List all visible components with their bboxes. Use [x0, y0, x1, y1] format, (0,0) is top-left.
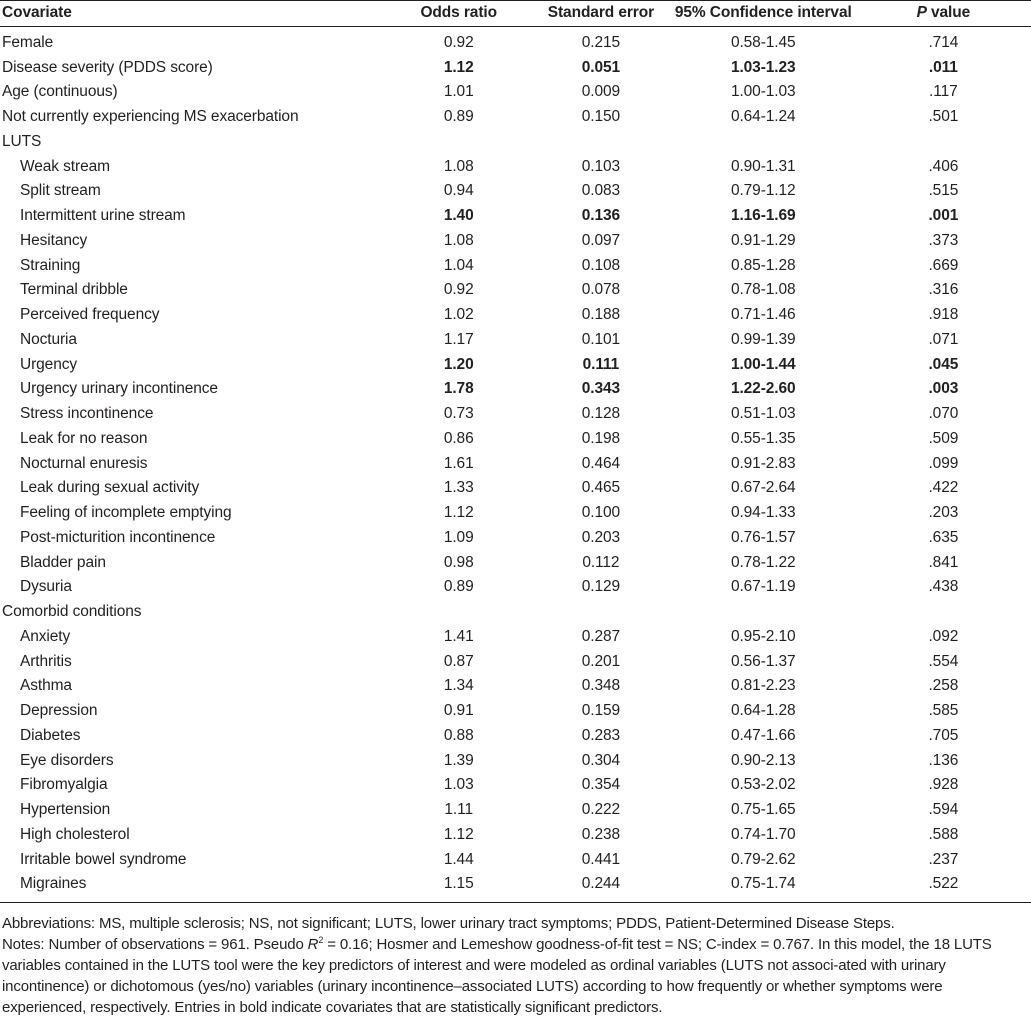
cell-p-value: .669 [928, 256, 959, 274]
cell-odds-ratio: 1.08 [443, 157, 474, 175]
cell-odds-ratio: 0.94 [443, 182, 474, 200]
cell-confidence-interval: 0.71-1.46 [730, 306, 796, 323]
cell-covariate: Female [2, 33, 54, 51]
cell-standard-error: 0.287 [581, 627, 621, 645]
cell-standard-error: 0.111 [582, 355, 620, 373]
cell-standard-error: 0.150 [581, 108, 621, 125]
cell-odds-ratio: 0.92 [443, 33, 474, 51]
cell-confidence-interval: 0.64-1.24 [730, 108, 796, 125]
cell-standard-error: 0.108 [581, 256, 621, 274]
cell-p-value: .237 [928, 850, 959, 868]
cell-confidence-interval: 0.78-1.08 [730, 281, 796, 299]
cell-p-value: .422 [928, 479, 959, 497]
table-row [0, 155, 1031, 180]
cell-p-value: .406 [928, 157, 959, 175]
cell-odds-ratio: 1.20 [443, 355, 474, 373]
cell-covariate: Weak stream [20, 157, 110, 175]
cell-odds-ratio: 1.01 [443, 83, 474, 101]
model-notes [2, 934, 1028, 1018]
cell-confidence-interval: 0.94-1.33 [730, 504, 796, 521]
cell-confidence-interval: 0.53-2.02 [730, 776, 796, 794]
cell-standard-error: 0.198 [581, 429, 621, 447]
cell-standard-error: 0.097 [581, 231, 621, 249]
notes-r-symbol: R [307, 936, 319, 953]
cell-confidence-interval: 0.74-1.70 [730, 825, 796, 843]
cell-confidence-interval: 0.85-1.28 [730, 256, 796, 274]
cell-p-value: .705 [928, 726, 959, 744]
cell-confidence-interval: 0.79-2.62 [730, 850, 796, 868]
cell-covariate: Post-micturition incontinence [20, 528, 216, 546]
cell-covariate: Not currently experiencing MS exacerbation [2, 108, 299, 125]
cell-confidence-interval: 0.90-2.13 [730, 751, 796, 769]
cell-odds-ratio: 1.03 [443, 776, 474, 794]
cell-standard-error: 0.354 [581, 776, 621, 794]
cell-confidence-interval: 0.56-1.37 [730, 652, 796, 670]
table-row [0, 353, 1031, 378]
cell-odds-ratio: 0.73 [443, 405, 474, 422]
cell-confidence-interval: 0.90-1.31 [730, 157, 796, 175]
cell-covariate: Diabetes [20, 726, 81, 744]
cell-p-value: .117 [929, 83, 958, 101]
cell-odds-ratio: 1.40 [443, 207, 474, 224]
table-row [0, 501, 1031, 526]
cell-p-value: .438 [928, 578, 959, 596]
cell-p-value: .714 [928, 33, 959, 51]
cell-confidence-interval: 0.81-2.23 [730, 677, 796, 695]
cell-odds-ratio: 0.89 [443, 108, 474, 125]
table-row [0, 798, 1031, 823]
notes-text-a: Notes: Number of observations = 961. Pseudo [2, 936, 308, 953]
header-odds-ratio: Odds ratio [420, 4, 497, 21]
cell-standard-error: 0.009 [581, 83, 621, 101]
cell-covariate: Bladder pain [20, 553, 106, 571]
cell-confidence-interval: 0.64-1.28 [730, 702, 796, 719]
cell-confidence-interval: 1.00-1.44 [730, 355, 796, 373]
cell-confidence-interval [671, 130, 856, 155]
table-row [0, 872, 1031, 902]
table-row [0, 427, 1031, 452]
cell-odds-ratio: 1.33 [443, 479, 474, 497]
cell-standard-error: 0.078 [581, 281, 621, 299]
cell-confidence-interval: 0.75-1.74 [730, 875, 796, 893]
table-row [0, 402, 1031, 427]
cell-odds-ratio: 1.04 [443, 256, 474, 274]
header-p-symbol: P [916, 4, 927, 21]
table-row [0, 674, 1031, 699]
cell-p-value: .071 [928, 330, 959, 348]
cell-odds-ratio: 1.12 [443, 58, 474, 76]
cell-confidence-interval: 0.58-1.45 [730, 33, 796, 51]
cell-p-value: .841 [928, 553, 959, 571]
cell-p-value: .635 [928, 528, 959, 546]
table-body [0, 26, 1031, 902]
cell-standard-error [531, 130, 671, 155]
table-row [0, 26, 1031, 55]
cell-covariate: Leak during sexual activity [20, 479, 200, 497]
cell-standard-error: 0.222 [581, 801, 621, 818]
cell-odds-ratio: 0.88 [443, 726, 474, 744]
cell-covariate: Nocturia [20, 330, 77, 348]
table-row [0, 848, 1031, 873]
cell-covariate: Asthma [20, 677, 72, 695]
cell-odds-ratio: 1.12 [443, 825, 474, 843]
cell-covariate: Feeling of incomplete emptying [20, 504, 232, 521]
table-row [0, 650, 1031, 675]
cell-p-value: .203 [928, 504, 959, 521]
cell-covariate: Comorbid conditions [2, 603, 142, 620]
header-confidence-interval: 95% Confidence interval [674, 4, 852, 21]
table-row [0, 303, 1031, 328]
cell-standard-error: 0.051 [581, 58, 621, 76]
cell-p-value: .515 [928, 182, 959, 200]
cell-p-value: .045 [928, 355, 959, 373]
cell-covariate: Disease severity (PDDS score) [2, 58, 213, 76]
table-footnotes [2, 913, 1028, 1018]
cell-covariate: Dysuria [20, 578, 72, 596]
cell-standard-error: 0.083 [581, 182, 621, 200]
cell-p-value: .136 [928, 751, 959, 769]
cell-p-value: .501 [928, 108, 959, 125]
cell-p-value: .003 [928, 380, 959, 398]
cell-covariate: Straining [20, 256, 81, 274]
cell-standard-error: 0.441 [581, 850, 621, 868]
table-row [0, 749, 1031, 774]
cell-covariate: Irritable bowel syndrome [20, 850, 187, 868]
table-row [0, 575, 1031, 600]
cell-p-value [856, 600, 1031, 625]
table-row [0, 130, 1031, 155]
cell-odds-ratio: 1.78 [443, 380, 474, 398]
cell-standard-error: 0.100 [581, 504, 621, 521]
cell-covariate: Perceived frequency [20, 306, 160, 323]
cell-covariate: Fibromyalgia [20, 776, 108, 794]
table-row [0, 80, 1031, 105]
cell-p-value: .522 [928, 875, 959, 893]
table-row [0, 278, 1031, 303]
cell-covariate: Intermittent urine stream [20, 207, 186, 224]
header-covariate: Covariate [2, 4, 72, 21]
cell-odds-ratio [386, 600, 531, 625]
cell-confidence-interval: 0.51-1.03 [730, 405, 796, 422]
cell-odds-ratio: 1.39 [443, 751, 474, 769]
cell-odds-ratio: 0.91 [443, 702, 474, 719]
table-row [0, 377, 1031, 402]
cell-standard-error: 0.103 [581, 157, 621, 175]
cell-covariate: Hesitancy [20, 231, 88, 249]
cell-standard-error: 0.203 [581, 528, 621, 546]
table-row [0, 328, 1031, 353]
cell-covariate: Hypertension [20, 801, 111, 818]
table-row [0, 724, 1031, 749]
cell-standard-error: 0.101 [581, 330, 621, 348]
cell-standard-error: 0.129 [581, 578, 621, 596]
cell-confidence-interval: 0.79-1.12 [730, 182, 796, 200]
cell-odds-ratio: 1.44 [443, 850, 474, 868]
table-row [0, 823, 1031, 848]
cell-covariate: Urgency urinary incontinence [20, 380, 218, 398]
notes-text-b: = 0.16; Hosmer and Lemeshow goodness-of-fit test = NS; C-index = 0.767. In this model, the 18 LUTS variables contained in the LUTS tool were the key predictors of interest and were modeled as ordinal variables (LUTS not associ-ated with urinary incontinence) or dichotomous (yes/no) variables (urinary incontinence–associated LUTS) according to how frequently or whether symptoms were experienced, respectively. Entries in bold indicate covariates that are statistically significant predictors. [2, 936, 992, 1016]
cell-odds-ratio: 0.98 [443, 553, 474, 571]
cell-p-value: .099 [928, 454, 959, 472]
cell-confidence-interval: 0.75-1.65 [730, 801, 796, 818]
cell-covariate: High cholesterol [20, 825, 130, 843]
cell-confidence-interval: 1.03-1.23 [730, 58, 796, 76]
cell-covariate: Leak for no reason [20, 429, 148, 447]
cell-odds-ratio: 1.17 [443, 330, 474, 348]
cell-confidence-interval: 0.95-2.10 [730, 627, 796, 645]
cell-odds-ratio: 0.89 [443, 578, 474, 596]
cell-odds-ratio: 0.92 [443, 281, 474, 299]
cell-confidence-interval: 1.22-2.60 [730, 380, 796, 398]
cell-confidence-interval: 0.99-1.39 [730, 330, 796, 348]
cell-covariate: Terminal dribble [20, 281, 128, 299]
table-row [0, 699, 1031, 724]
cell-standard-error: 0.238 [581, 825, 621, 843]
table-row [0, 229, 1031, 254]
cell-standard-error: 0.244 [581, 875, 621, 893]
cell-odds-ratio: 1.12 [443, 504, 474, 521]
table-row [0, 625, 1031, 650]
cell-confidence-interval: 0.91-1.29 [730, 231, 796, 249]
cell-odds-ratio [386, 130, 531, 155]
cell-standard-error: 0.304 [581, 751, 621, 769]
cell-standard-error: 0.348 [581, 677, 621, 695]
cell-confidence-interval: 0.47-1.66 [730, 726, 796, 744]
cell-covariate: Split stream [20, 182, 101, 200]
table-row [0, 56, 1031, 81]
cell-p-value: .316 [928, 281, 959, 299]
cell-standard-error: 0.112 [582, 553, 620, 571]
cell-confidence-interval [671, 600, 856, 625]
cell-p-value: .070 [928, 405, 959, 422]
table-row [0, 179, 1031, 204]
cell-confidence-interval: 0.67-1.19 [730, 578, 796, 596]
cell-odds-ratio: 1.08 [443, 231, 474, 249]
cell-odds-ratio: 1.09 [443, 528, 474, 546]
cell-p-value: .594 [928, 801, 959, 818]
cell-p-value: .928 [928, 776, 959, 794]
cell-odds-ratio: 1.15 [443, 875, 474, 893]
cell-odds-ratio: 1.61 [443, 454, 474, 472]
cell-covariate: Depression [20, 702, 98, 719]
cell-p-value: .011 [928, 58, 958, 76]
cell-odds-ratio: 1.02 [443, 306, 474, 323]
cell-standard-error: 0.188 [581, 306, 621, 323]
table-row [0, 452, 1031, 477]
table-row [0, 773, 1031, 798]
table-row [0, 204, 1031, 229]
cell-p-value: .373 [928, 231, 959, 249]
header-p-word: value [926, 4, 971, 21]
cell-odds-ratio: 1.34 [443, 677, 474, 695]
cell-odds-ratio: 0.87 [443, 652, 474, 670]
table-row [0, 105, 1031, 130]
table-row [0, 551, 1031, 576]
cell-covariate: Age (continuous) [2, 83, 118, 101]
cell-standard-error: 0.159 [581, 702, 621, 719]
cell-p-value: .001 [928, 207, 959, 224]
cell-standard-error: 0.136 [581, 207, 621, 224]
cell-covariate: Arthritis [20, 652, 72, 670]
table-row [0, 254, 1031, 279]
cell-covariate: Nocturnal enuresis [20, 454, 148, 472]
cell-standard-error: 0.464 [581, 454, 621, 472]
cell-p-value: .092 [928, 627, 959, 645]
cell-confidence-interval: 1.16-1.69 [730, 207, 796, 224]
cell-standard-error: 0.343 [581, 380, 621, 398]
cell-odds-ratio: 0.86 [443, 429, 474, 447]
cell-confidence-interval: 0.55-1.35 [730, 429, 796, 447]
table-row [0, 476, 1031, 501]
cell-covariate: Eye disorders [20, 751, 114, 769]
cell-p-value: .509 [928, 429, 959, 447]
cell-standard-error: 0.283 [581, 726, 621, 744]
cell-standard-error: 0.215 [581, 33, 621, 51]
cell-covariate: Stress incontinence [20, 405, 154, 422]
cell-covariate: LUTS [2, 132, 42, 150]
cell-confidence-interval: 0.76-1.57 [730, 528, 796, 546]
header-standard-error: Standard error [547, 4, 655, 21]
cell-odds-ratio: 1.41 [443, 627, 474, 645]
cell-p-value: .585 [928, 702, 959, 719]
notes-superscript: 2 [318, 935, 324, 945]
cell-confidence-interval: 1.00-1.03 [730, 83, 796, 101]
cell-standard-error [531, 600, 671, 625]
cell-standard-error: 0.201 [581, 652, 621, 670]
cell-confidence-interval: 0.91-2.83 [730, 454, 796, 472]
cell-covariate: Anxiety [20, 627, 71, 645]
cell-confidence-interval: 0.67-2.64 [730, 479, 796, 497]
cell-confidence-interval: 0.78-1.22 [730, 553, 796, 571]
cell-covariate: Urgency [20, 355, 78, 373]
cell-odds-ratio: 1.11 [444, 801, 474, 818]
cell-p-value: .918 [928, 306, 959, 323]
cell-p-value [856, 130, 1031, 155]
table-row [0, 526, 1031, 551]
cell-standard-error: 0.465 [581, 479, 621, 497]
abbreviations-note: Abbreviations: MS, multiple sclerosis; NS, not significant; LUTS, lower urinary tract symptoms; PDDS, Patient-Determined Disease Steps. [2, 915, 895, 932]
table-header-row [0, 1, 1031, 27]
cell-covariate: Migraines [20, 875, 87, 893]
header-p-value [856, 1, 1031, 27]
cell-p-value: .258 [928, 677, 959, 695]
cell-standard-error: 0.128 [581, 405, 621, 422]
table-row [0, 600, 1031, 625]
cell-p-value: .554 [928, 652, 959, 670]
cell-p-value: .588 [928, 825, 959, 843]
